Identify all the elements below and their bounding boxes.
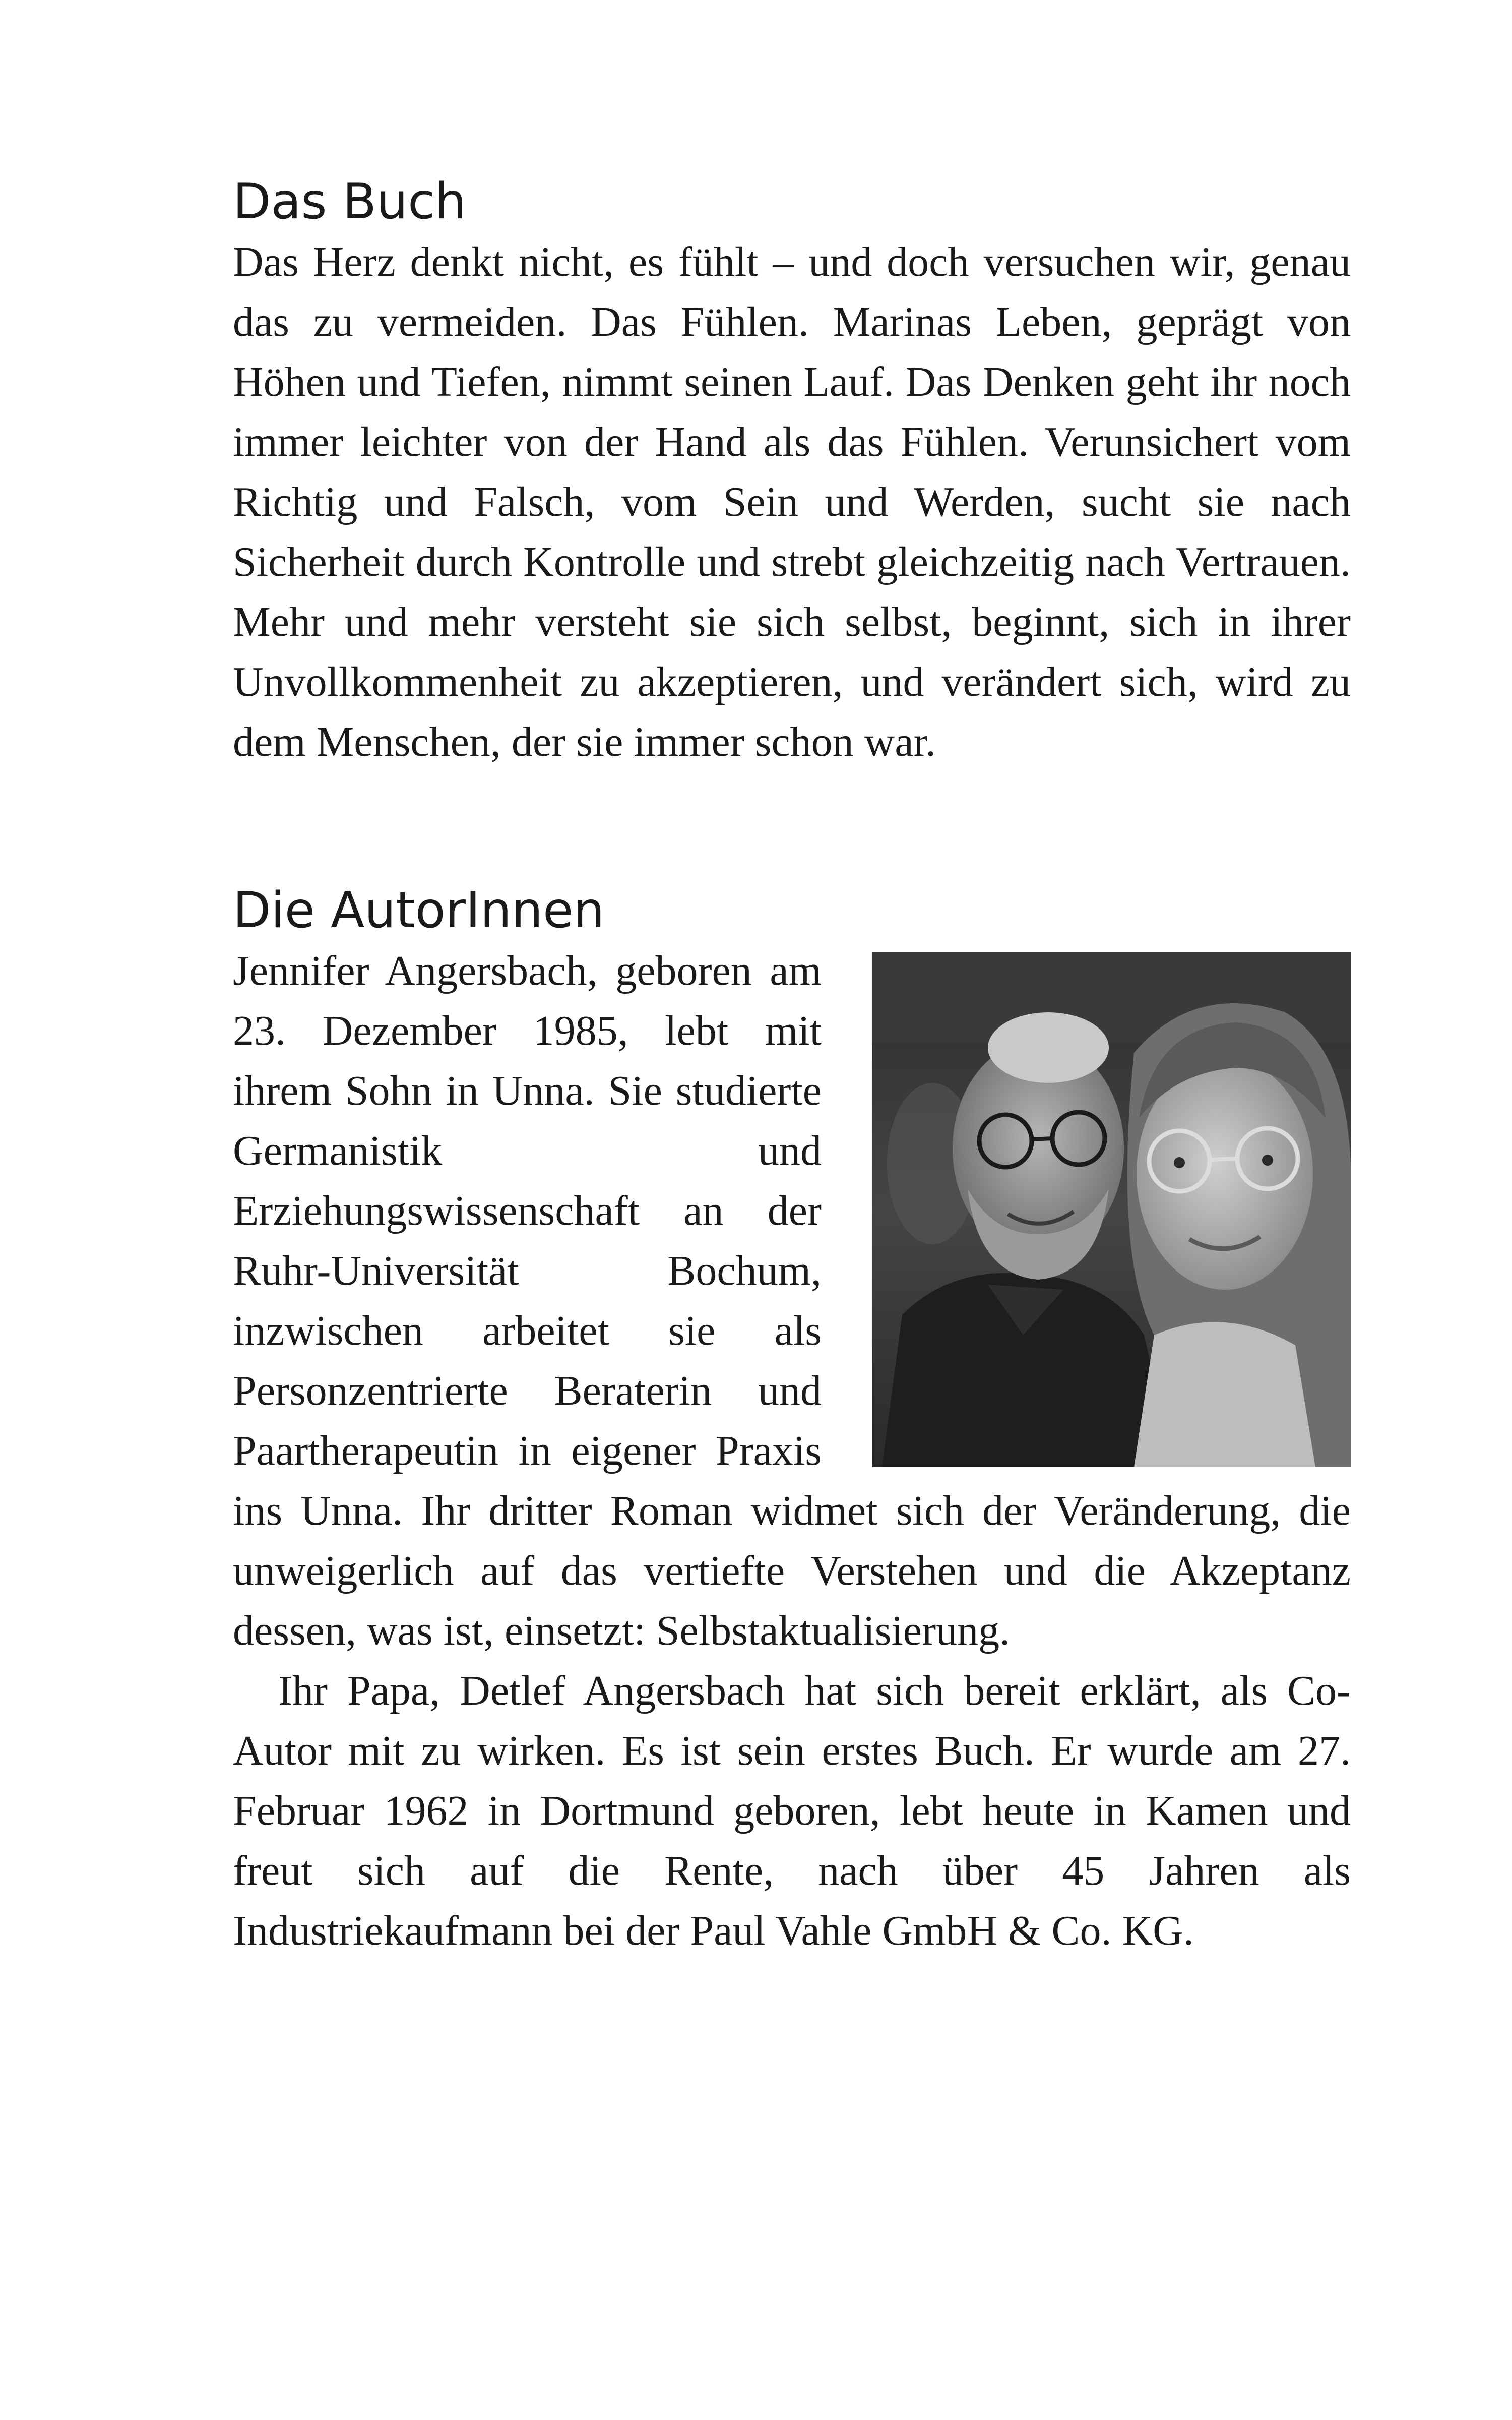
author-2-bio: Ihr Papa, Detlef Angersbach hat sich bereit erklärt, als Co-Autor mit zu wirken. Es ist sein erstes Buch. Er wurde am 27. Februar 1962 in Dortmund geboren, lebt heute in Kamen und freut sich auf die Rente, nach über 45 Jahren als Industriekaufmann bei der Paul Vahle GmbH & Co. KG. — [233, 1667, 1351, 1954]
author-1-bio: Jennifer Angersbach, geboren am 23. Dezember 1985, lebt mit ihrem Sohn in Unna. Sie studierte Germanistik und Erziehungswissenschaft an der Ruhr-Universität Bochum, inzwischen arbeitet sie als Personzentrierte Beraterin und Paartherapeutin in eigener Praxis ins Unna. Ihr dritter Roman widmet sich der Veränderung, die unweigerlich auf das vertiefte Verstehen und die Akzeptanz dessen, was ist, einsetzt: Selbstaktualisierung. — [233, 947, 1351, 1654]
author-photo — [872, 952, 1351, 1467]
authors-heading: Die AutorInnen — [233, 882, 605, 939]
book-heading: Das Buch — [233, 173, 467, 230]
authors-section — [233, 880, 1351, 1961]
book-section — [233, 171, 1351, 772]
book-description: Das Herz denkt nicht, es fühlt – und doch versuchen wir, genau das zu vermeiden. Das Fühlen. Marinas Leben, geprägt von Höhen und Tiefen, nimmt seinen Lauf. Das Denken geht ihr noch immer leichter von der Hand als das Fühlen. Verunsichert vom Richtig und Falsch, vom Sein und Werden, sucht sie nach Sicherheit durch Kontrolle und strebt gleichzeitig nach Vertrauen. Mehr und mehr versteht sie sich selbst, beginnt, sich in ihrer Unvollkommenheit zu akzeptieren, und verändert sich, wird zu dem Menschen, der sie immer schon war. — [233, 238, 1351, 765]
book-page — [233, 171, 1351, 1961]
